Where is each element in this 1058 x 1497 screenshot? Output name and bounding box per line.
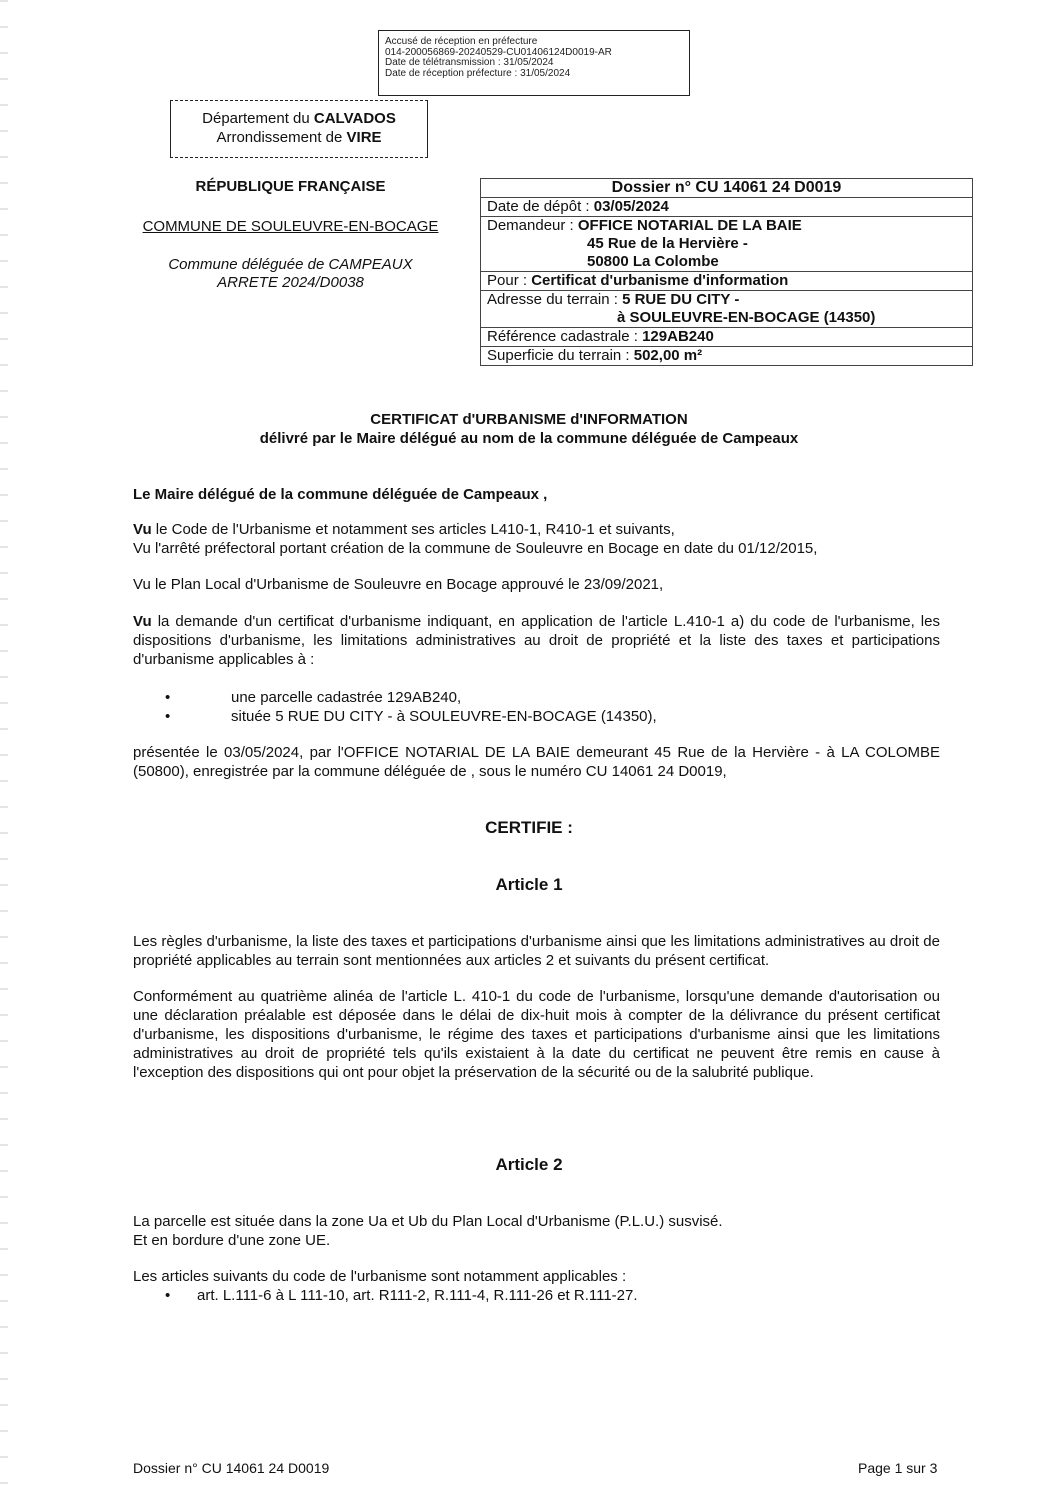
arrete-number: ARRETE 2024/D0038	[217, 274, 364, 291]
stamp-line: Date de réception préfecture : 31/05/2024	[385, 67, 571, 79]
date-depot-row	[481, 198, 973, 217]
vu-keyword: Vu	[133, 521, 152, 538]
certificate-subtitle: délivré par le Maire délégué au nom de la commune déléguée de Campeaux	[259, 430, 799, 447]
superficie-row	[481, 347, 973, 366]
article-1-paragraph-1: Les règles d'urbanisme, la liste des taxes et participations d'urbanisme ainsi que les limitations administratives au droit de propriété applicables au terrain sont mentionnées aux articles 2 et suivants du présent certificat.	[133, 933, 940, 969]
article-2-articles-intro: Les articles suivants du code de l'urbanisme sont notamment applicables :	[133, 1268, 627, 1285]
vu-text: le Code de l'Urbanisme et notamment ses articles L410-1, R410-1 et suivants,	[151, 521, 675, 538]
presentee-paragraph: présentée le 03/05/2024, par l'OFFICE NOTARIAL DE LA BAIE demeurant 45 Rue de la Hervière - à LA COLOMBE (50800), enregistrée par la commune déléguée de , sous le numéro CU 14061 24 D0019,	[133, 744, 940, 780]
footer-dossier-number: Dossier n° CU 14061 24 D0019	[133, 1460, 330, 1476]
stamp-line: Date de télétransmission : 31/05/2024	[385, 57, 554, 68]
article-2-articles-list: art. L.111-6 à L 111-10, art. R111-2, R.111-4, R.111-26 et R.111-27.	[197, 1287, 638, 1304]
bullet-icon: •	[165, 1287, 171, 1304]
demandeur-address-2: 50800 La Colombe	[587, 253, 719, 270]
bullet-icon: •	[165, 689, 171, 706]
certificate-title: CERTIFICAT d'URBANISME d'INFORMATION	[370, 411, 688, 428]
scan-edge-artifact	[0, 0, 8, 1497]
pour-value: Certificat d'urbanisme d'information	[531, 272, 789, 289]
article-1-paragraph-2: Conformément au quatrième alinéa de l'article L. 410-1 du code de l'urbanisme, lorsqu'une demande d'autorisation ou une déclaration préalable est déposée dans le délai de dix-huit mois à compter de la délivrance du présent certificat d'urbanisme, les dispositions d'urbanisme, le régime des taxes et participations d'urbanisme ainsi que les limitations administratives au droit de propriété tels qu'ils existaient à la date du certificat ne peuvent être remis en cause à l'exception des dispositions qui ont pour objet la préservation de la sécurité ou de la salubrité publique.	[133, 988, 940, 1081]
dossier-number: Dossier n° CU 14061 24 D0019	[481, 179, 973, 198]
certificate-heading	[0, 410, 1058, 448]
adresse-value-1: 5 RUE DU CITY -	[622, 291, 740, 308]
vu-arrete-prefectoral: Vu l'arrêté préfectoral portant création de la commune de Souleuvre en Bocage en date du 01/12/2015,	[133, 540, 818, 557]
article-2-bordure: Et en bordure d'une zone UE.	[133, 1232, 331, 1249]
footer-page-number: Page 1 sur 3	[858, 1460, 938, 1476]
stamp-line: 014-200056869-20240529-CU01406124D0019-AR	[385, 46, 612, 58]
reference-value: 129AB240	[642, 328, 714, 345]
commune-heading: COMMUNE DE SOULEUVRE-EN-BOCAGE	[142, 218, 439, 235]
adresse-value-2: à SOULEUVRE-EN-BOCAGE (14350)	[617, 309, 876, 326]
bullet-situee: située 5 RUE DU CITY - à SOULEUVRE-EN-BOCAGE (14350),	[231, 708, 657, 725]
article-2-heading: Article 2	[495, 1155, 563, 1174]
vu-keyword: Vu	[133, 613, 152, 630]
reference-label: Référence cadastrale :	[487, 328, 643, 345]
vu-plu: Vu le Plan Local d'Urbanisme de Souleuvre en Bocage approuvé le 23/09/2021,	[133, 576, 664, 593]
adresse-label: Adresse du terrain :	[487, 291, 623, 308]
date-depot-value: 03/05/2024	[593, 198, 669, 215]
department-prefix: Département du	[202, 110, 314, 127]
republic-heading: RÉPUBLIQUE FRANÇAISE	[195, 178, 386, 195]
certifie-heading: CERTIFIE :	[485, 818, 573, 837]
demandeur-address-1: 45 Rue de la Hervière -	[587, 235, 748, 252]
demandeur-row	[481, 217, 973, 272]
bullet-icon: •	[165, 708, 171, 725]
vu-demande	[133, 612, 940, 669]
pour-label: Pour :	[487, 272, 532, 289]
superficie-label: Superficie du terrain :	[487, 347, 634, 364]
reference-row	[481, 328, 973, 347]
article-2-zone: La parcelle est située dans la zone Ua et Ub du Plan Local d'Urbanisme (P.L.U.) susvisé.	[133, 1213, 723, 1230]
vu-text: la demande d'un certificat d'urbanisme indiquant, en application de l'article L.410-1 a) du code de l'urbanisme, les dispositions d'urbanisme, les limitations administratives au droit de propriété et la liste des taxes et participations d'urbanisme applicables à :	[133, 613, 940, 668]
superficie-value: 502,00 m²	[633, 347, 703, 364]
date-depot-label: Date de dépôt :	[487, 198, 594, 215]
stamp-line: Accusé de réception en préfecture	[385, 36, 538, 47]
demandeur-name: OFFICE NOTARIAL DE LA BAIE	[577, 217, 802, 234]
commune-deleguee: Commune déléguée de CAMPEAUX	[168, 256, 413, 273]
department-name: CALVADOS	[313, 110, 396, 127]
pour-row	[481, 272, 973, 291]
vu-code-urbanisme	[133, 520, 940, 539]
article-1-heading: Article 1	[495, 875, 563, 894]
prefecture-receipt-stamp	[378, 30, 690, 96]
department-line	[171, 109, 427, 128]
dossier-table	[480, 178, 973, 366]
adresse-row	[481, 291, 973, 328]
demandeur-label: Demandeur :	[487, 217, 578, 234]
department-box	[170, 100, 428, 158]
maire-line: Le Maire délégué de la commune déléguée de Campeaux ,	[133, 486, 548, 503]
arrondissement-line	[171, 128, 427, 147]
bullet-parcelle: une parcelle cadastrée 129AB240,	[231, 689, 462, 706]
commune-deleguee-block	[128, 256, 453, 292]
arrondissement-prefix: Arrondissement de	[216, 129, 347, 146]
arrondissement-name: VIRE	[346, 129, 382, 146]
